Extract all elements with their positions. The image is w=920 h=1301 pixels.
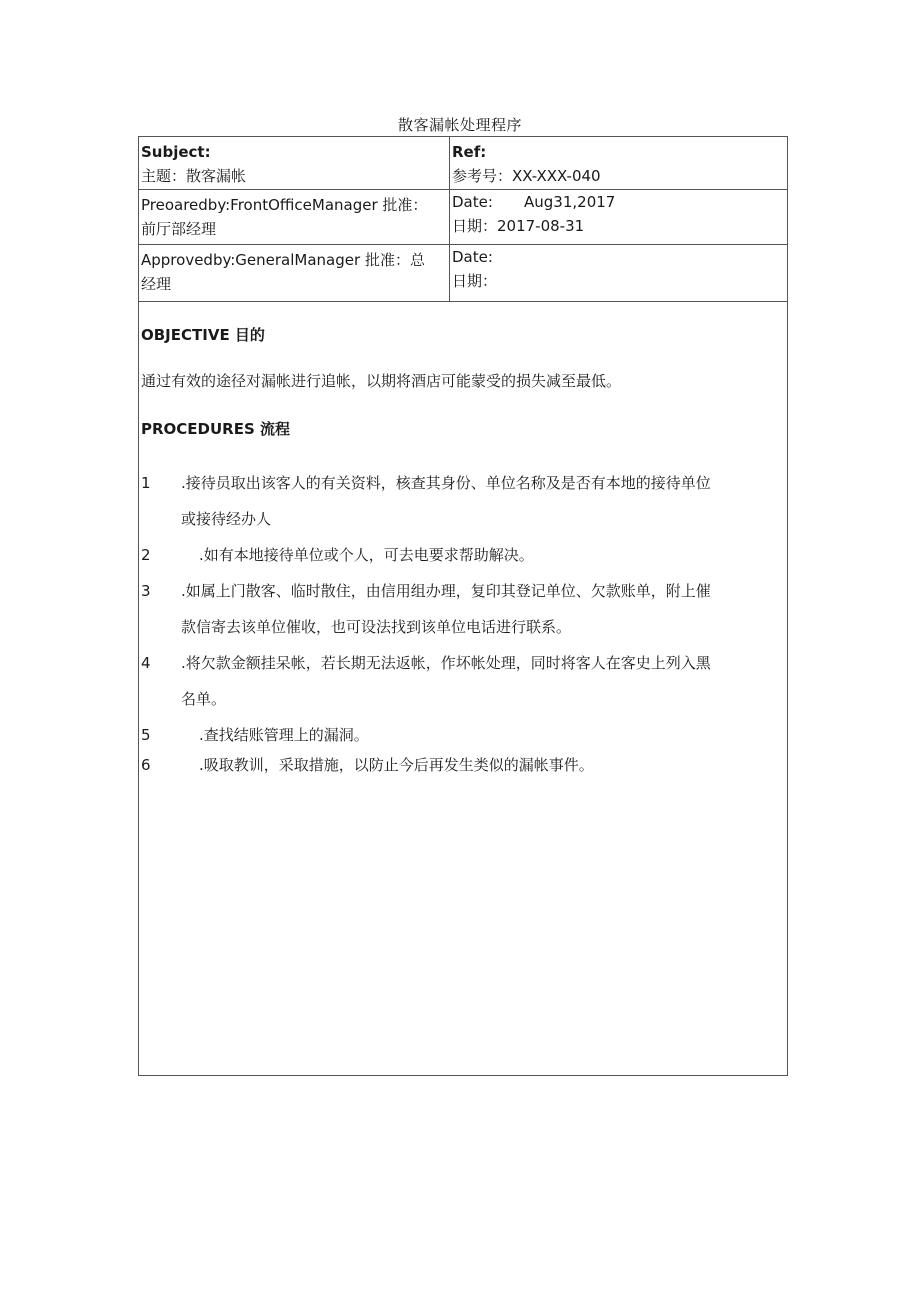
date1-value: Aug31,2017: [524, 193, 616, 211]
procedure-list: [141, 465, 781, 783]
date1-cn: 日期：2017-08-31: [452, 217, 585, 235]
ref-value: 参考号：XX-XXX-040: [452, 167, 601, 185]
date1-label: Date:: [452, 193, 493, 211]
procedure-number: 5: [141, 726, 151, 744]
procedure-text-continued: 名单。: [181, 690, 227, 708]
procedure-item: [141, 573, 781, 645]
date2-cell: [450, 245, 787, 301]
procedure-number: 2: [141, 546, 151, 564]
subject-value: 主题：散客漏帐: [141, 167, 247, 185]
procedure-item: [141, 465, 781, 537]
procedure-number: 6: [141, 756, 151, 774]
objective-text: 通过有效的途径对漏帐进行追帐，以期将酒店可能蒙受的损失减至最低。: [141, 372, 622, 390]
prepared-line-1: Preoaredby:FrontOfficeManager 批准：: [141, 196, 428, 214]
approved-line-2: 经理: [141, 275, 172, 293]
subject-label: Subject:: [141, 143, 211, 161]
procedure-item: [141, 537, 781, 573]
approved-cell: [139, 245, 450, 301]
ref-cell: [450, 137, 787, 192]
header-row-prepared: [139, 190, 787, 245]
procedure-text-continued: 款信寄去该单位催收，也可设法找到该单位电话进行联系。: [181, 618, 572, 636]
procedure-item: [141, 645, 781, 717]
procedure-item: [141, 747, 781, 783]
procedure-number: 4: [141, 654, 151, 672]
objective-heading: OBJECTIVE 目的: [141, 326, 265, 344]
procedures-heading: PROCEDURES 流程: [141, 420, 291, 438]
prepared-line-2: 前厅部经理: [141, 220, 217, 238]
document-body: [141, 303, 781, 783]
procedure-text: .如属上门散客、临时散住，由信用组办理，复印其登记单位、欠款账单，附上催: [181, 582, 711, 600]
procedure-number: 1: [141, 474, 151, 492]
subject-cell: [139, 137, 450, 189]
document-title: 散客漏帐处理程序: [397, 116, 522, 134]
procedure-text: .将欠款金额挂呆帐，若长期无法返帐，作坏帐处理，同时将客人在客史上列入黑: [181, 654, 711, 672]
date2-cn: 日期：: [452, 272, 498, 290]
header-row-approved: [139, 245, 787, 302]
header-row-subject: [139, 137, 787, 190]
prepared-cell: [139, 190, 450, 244]
approved-line-1: Approvedby:GeneralManager 批准：总: [141, 251, 425, 269]
procedure-number: 3: [141, 582, 151, 600]
document-frame: [138, 136, 788, 1076]
date1-cell: [450, 190, 787, 244]
procedure-text: .查找结账管理上的漏洞。: [199, 726, 369, 744]
date1-line: [452, 190, 787, 214]
procedure-text: .吸取教训，采取措施，以防止今后再发生类似的漏帐事件。: [199, 756, 594, 774]
procedure-text-continued: 或接待经办人: [181, 510, 272, 528]
date2-label: Date:: [452, 248, 493, 266]
procedure-text: .如有本地接待单位或个人，可去电要求帮助解决。: [199, 546, 534, 564]
procedure-text: .接待员取出该客人的有关资料，核查其身份、单位名称及是否有本地的接待单位: [181, 474, 711, 492]
ref-label: Ref:: [452, 143, 487, 161]
